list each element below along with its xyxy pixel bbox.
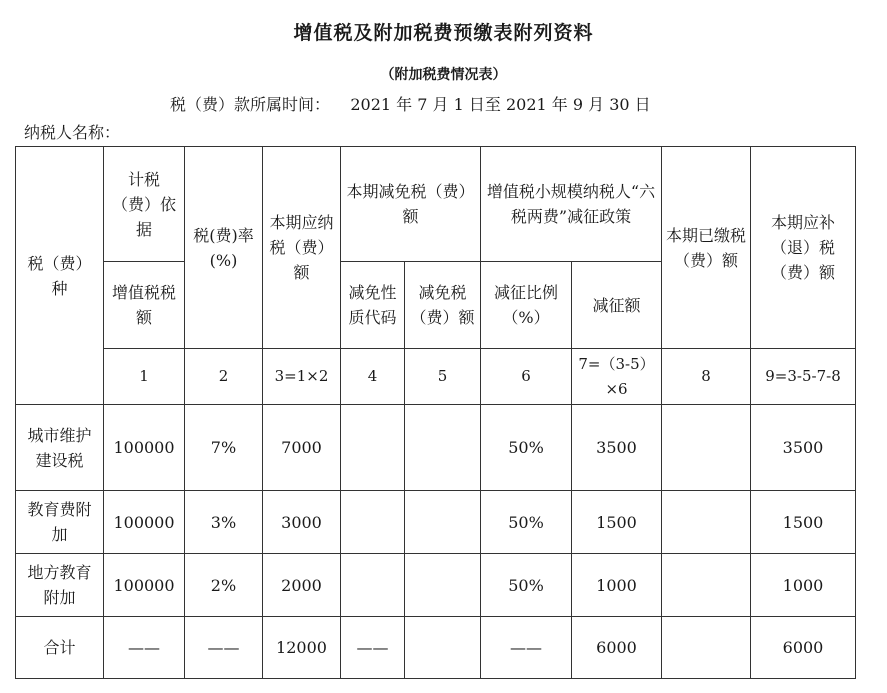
header-six-two-policy: 增值税小规模纳税人“六税两费”减征政策 (481, 147, 662, 262)
cell-six-two-amount: 3500 (572, 405, 662, 491)
table-row (16, 491, 856, 554)
cell-reduction-code (341, 405, 405, 491)
column-number-row (16, 349, 856, 405)
taxpayer-name-label: 纳税人名称： (24, 123, 121, 142)
cell-paid (662, 617, 751, 679)
tax-period (170, 92, 651, 115)
col-number: 3=1×2 (263, 349, 341, 405)
header-reduction: 本期减免税（费）额 (341, 147, 481, 262)
cell-payable: 12000 (263, 617, 341, 679)
cell-rate: 2% (185, 554, 263, 617)
cell-reduction-amount (405, 491, 481, 554)
period-label: 税（费）款所属时间： (170, 95, 331, 114)
cell-reduction-code: —— (341, 617, 405, 679)
cell-six-two-amount: 6000 (572, 617, 662, 679)
row-tax-name: 城市维护建设税 (16, 405, 104, 491)
cell-reduction-code (341, 491, 405, 554)
cell-reduction-amount (405, 617, 481, 679)
col-number: 1 (104, 349, 185, 405)
cell-paid (662, 491, 751, 554)
document-title: 增值税及附加税费预缴表附列资料 (293, 22, 594, 44)
col-number: 8 (662, 349, 751, 405)
cell-six-two-ratio: 50% (481, 405, 572, 491)
header-basis: 计税（费）依据 (104, 147, 185, 262)
header-reduction-amount: 减免税（费）额 (405, 262, 481, 349)
cell-payable: 2000 (263, 554, 341, 617)
cell-rate: —— (185, 617, 263, 679)
cell-payable: 3000 (263, 491, 341, 554)
cell-supplement: 3500 (751, 405, 856, 491)
table-row (16, 554, 856, 617)
cell-reduction-amount (405, 405, 481, 491)
cell-six-two-amount: 1000 (572, 554, 662, 617)
col-number: 2 (185, 349, 263, 405)
cell-six-two-ratio: 50% (481, 491, 572, 554)
header-reduction-code: 减免性质代码 (341, 262, 405, 349)
document-subtitle: （附加税费情况表） (380, 67, 507, 83)
cell-basis: —— (104, 617, 185, 679)
table-row-total (16, 617, 856, 679)
header-tax-type: 税（费）种 (16, 147, 104, 405)
surcharge-table (15, 146, 856, 679)
col-number: 5 (405, 349, 481, 405)
cell-supplement: 1500 (751, 491, 856, 554)
cell-payable: 7000 (263, 405, 341, 491)
col-number: 9=3-5-7-8 (751, 349, 856, 405)
cell-supplement: 6000 (751, 617, 856, 679)
header-six-two-amount: 减征额 (572, 262, 662, 349)
header-paid: 本期已缴税（费）额 (662, 147, 751, 349)
cell-paid (662, 405, 751, 491)
cell-six-two-ratio: 50% (481, 554, 572, 617)
cell-rate: 3% (185, 491, 263, 554)
period-value: 2021 年 7 月 1 日至 2021 年 9 月 30 日 (350, 95, 651, 114)
row-tax-name: 地方教育附加 (16, 554, 104, 617)
header-vat-amount: 增值税税额 (104, 262, 185, 349)
row-tax-name: 教育费附加 (16, 491, 104, 554)
col-number: 4 (341, 349, 405, 405)
cell-basis: 100000 (104, 554, 185, 617)
header-supplement: 本期应补（退）税（费）额 (751, 147, 856, 349)
row-tax-name: 合计 (16, 617, 104, 679)
col-number: 7=（3-5）×6 (572, 349, 662, 405)
header-rate: 税(费)率(%) (185, 147, 263, 349)
cell-six-two-amount: 1500 (572, 491, 662, 554)
cell-basis: 100000 (104, 405, 185, 491)
cell-reduction-code (341, 554, 405, 617)
cell-paid (662, 554, 751, 617)
col-number: 6 (481, 349, 572, 405)
cell-supplement: 1000 (751, 554, 856, 617)
cell-six-two-ratio: —— (481, 617, 572, 679)
table-row (16, 405, 856, 491)
cell-reduction-amount (405, 554, 481, 617)
header-six-two-ratio: 减征比例（%） (481, 262, 572, 349)
cell-basis: 100000 (104, 491, 185, 554)
header-payable: 本期应纳税（费）额 (263, 147, 341, 349)
cell-rate: 7% (185, 405, 263, 491)
